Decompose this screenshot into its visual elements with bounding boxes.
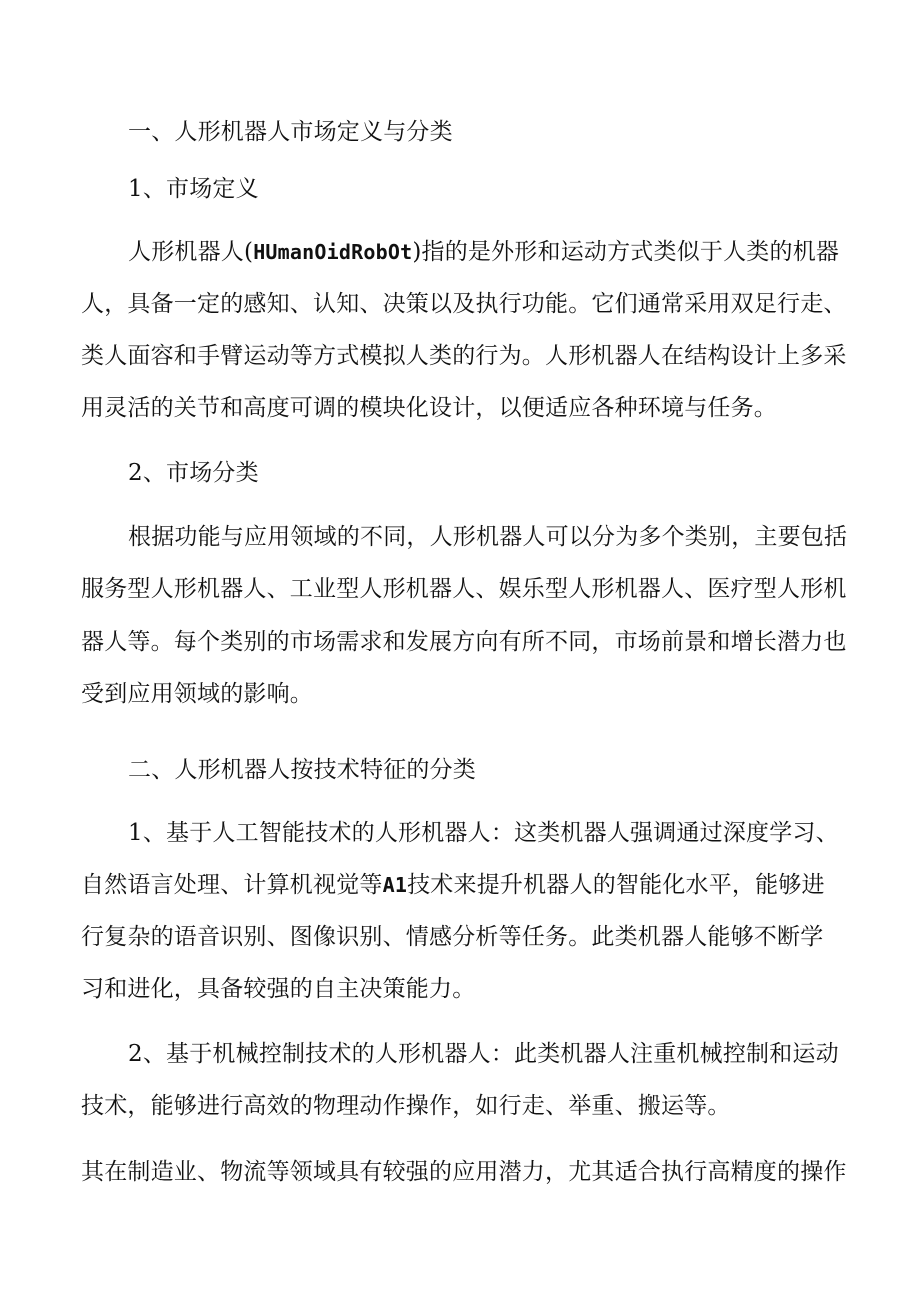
paragraph-line: 服务型人形机器人、工业型人形机器人、娱乐型人形机器人、医疗型人形机 [81, 576, 847, 602]
paragraph-line: 用灵活的关节和高度可调的模块化设计，以便适应各种环境与任务。 [81, 395, 777, 421]
text-span: )指的是外形和运动方式类似于人类的机器 [412, 239, 840, 265]
paragraph-line: 器人等。每个类别的市场需求和发展方向有所不同，市场前景和增长潜力也 [81, 629, 847, 655]
text-span: 技术来提升机器人的智能化水平，能够进 [407, 872, 825, 898]
paragraph-line [128, 237, 888, 267]
latin-term: HUmanOidRobOt [253, 240, 413, 264]
text-span: 自然语言处理、计算机视觉等 [81, 872, 383, 898]
paragraph-line: 类人面容和手臂运动等方式模拟人类的行为。人形机器人在结构设计上多采 [81, 343, 847, 369]
paragraph-line: 受到应用领域的影响。 [81, 681, 313, 707]
paragraph-line: 1、基于人工智能技术的人形机器人：这类机器人强调通过深度学习、 [128, 820, 839, 846]
latin-term: A1 [382, 873, 408, 897]
paragraph-line: 技术，能够进行高效的物理动作操作，如行走、举重、搬运等。 [81, 1093, 731, 1119]
paragraph-line: 人，具备一定的感知、认知、决策以及执行功能。它们通常采用双足行走、 [81, 291, 847, 317]
section-2-heading: 二、人形机器人按技术特征的分类 [128, 757, 476, 783]
text-span: 人形机器人( [128, 239, 254, 265]
paragraph-line: 根据功能与应用领域的不同，人形机器人可以分为多个类别，主要包括 [128, 524, 848, 550]
paragraph-line [81, 870, 841, 900]
subsection-1-heading: 1、市场定义 [128, 176, 259, 202]
paragraph-line: 2、基于机械控制技术的人形机器人：此类机器人注重机械控制和运动 [128, 1041, 839, 1067]
paragraph-line: 行复杂的语音识别、图像识别、情感分析等任务。此类机器人能够不断学 [81, 924, 824, 950]
subsection-2-heading: 2、市场分类 [128, 460, 259, 486]
paragraph-line: 习和进化，具备较强的自主决策能力。 [81, 976, 476, 1002]
paragraph-line: 其在制造业、物流等领域具有较强的应用潜力，尤其适合执行高精度的操作 [81, 1159, 847, 1185]
section-1-heading: 一、人形机器人市场定义与分类 [128, 119, 453, 145]
